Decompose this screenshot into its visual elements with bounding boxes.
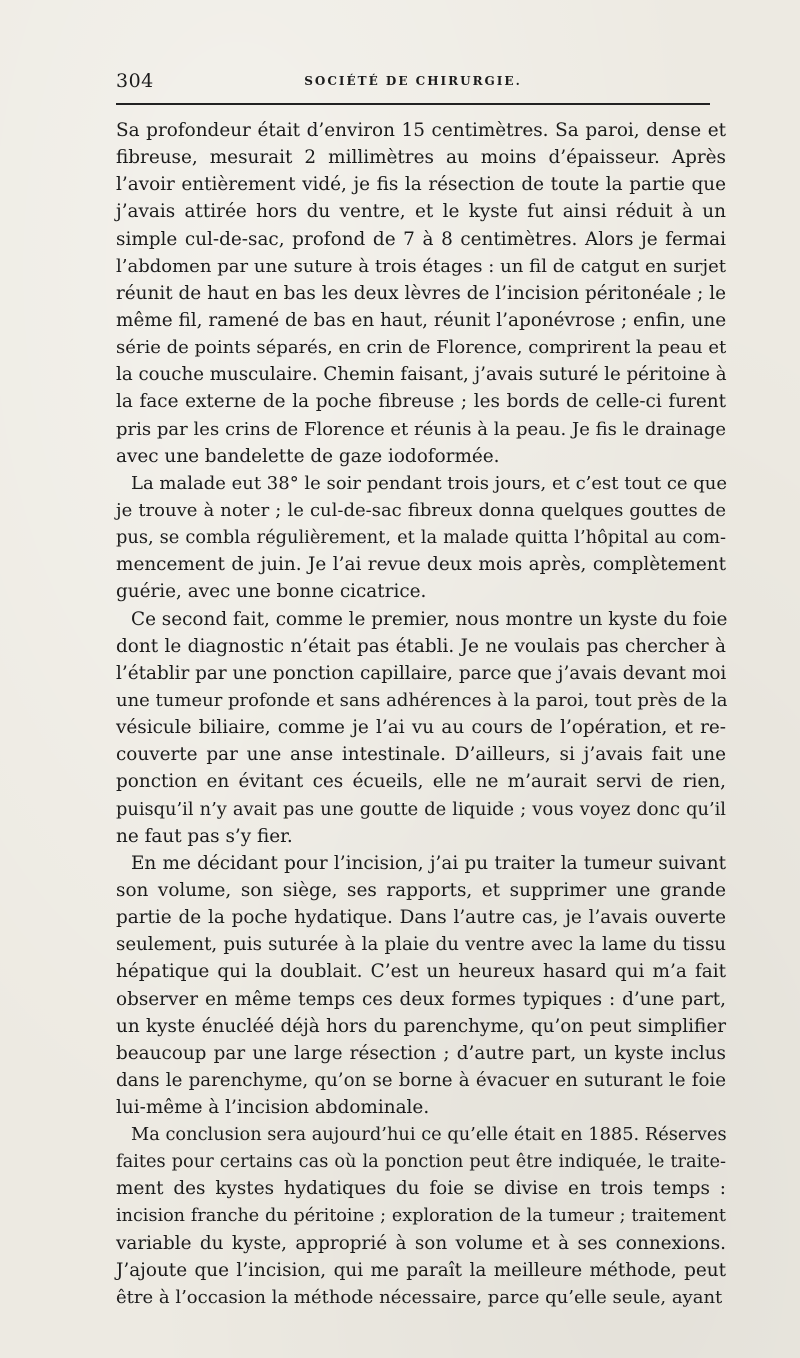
text-line: dans le parenchyme, qu’on se borne à évacuer en suturant le foie (116, 1069, 726, 1091)
body-text (116, 117, 726, 1311)
text-line: une tumeur profonde et sans adhérences à la paroi, tout près de la (116, 689, 728, 711)
text-line: La malade eut 38° le soir pendant trois jours, et c’est tout ce que (131, 472, 728, 494)
text-line: réunit de haut en bas les deux lèvres de l’incision péritonéale ; le (116, 282, 726, 304)
text-line: Ma conclusion sera aujourd’hui ce qu’elle était en 1885. Réserves (131, 1124, 727, 1146)
text-line: l’établir par une ponction capillaire, parce que j’avais devant moi (116, 662, 727, 684)
page-number: 304 (116, 70, 154, 92)
text-line: faites pour certains cas où la ponction peut être indiquée, le traite- (116, 1151, 726, 1173)
text-line: être à l’occasion la méthode nécessaire, parce qu’elle seule, ayant (116, 1287, 723, 1309)
text-line: l’abdomen par une suture à trois étages : un fil de catgut en surjet (116, 255, 726, 277)
text-line: seulement, puis suturée à la plaie du ventre avec la lame du tissu (116, 934, 726, 956)
text-line: lui-même à l’incision abdominale. (116, 1097, 430, 1119)
text-line: pus, se combla régulièrement, et la malade quitta l’hôpital au com- (116, 527, 726, 549)
text-line: incision franche du péritoine ; exploration de la tumeur ; traitement (116, 1205, 726, 1226)
page-header (116, 70, 710, 94)
text-line: guérie, avec une bonne cicatrice. (116, 581, 427, 603)
text-line: simple cul-de-sac, profond de 7 à 8 centimètres. Alors je fermai (116, 228, 726, 250)
text-line: série de points séparés, en crin de Florence, comprirent la peau et (116, 337, 727, 359)
text-line: J’ajoute que l’incision, qui me paraît la meilleure méthode, peut (116, 1259, 726, 1281)
text-line: couverte par une anse intestinale. D’ailleurs, si j’avais fait une (116, 744, 726, 766)
text-line: ment des kystes hydatiques du foie se divise en trois temps : (116, 1178, 726, 1200)
text-line: ponction en évitant ces écueils, elle ne m’aurait servi de rien, (116, 771, 726, 793)
text-line: vésicule biliaire, comme je l’ai vu au cours de l’opération, et re- (116, 717, 726, 739)
text-line: ne faut pas s’y fier. (116, 825, 293, 847)
text-line: partie de la poche hydatique. Dans l’autre cas, je l’avais ouverte (116, 907, 726, 929)
paragraph (116, 117, 726, 470)
text-line: mencement de juin. Je l’ai revue deux mois après, complètement (116, 554, 726, 576)
text-line: puisqu’il n’y avait pas une goutte de liquide ; vous voyez donc qu’il (116, 798, 726, 820)
text-line: pris par les crins de Florence et réunis à la peau. Je fis le drainage (116, 418, 726, 440)
text-line: Sa profondeur était d’environ 15 centimètres. Sa paroi, dense et (116, 120, 726, 141)
text-line: un kyste énucléé déjà hors du parenchyme, qu’on peut simplifier (116, 1015, 726, 1037)
text-line: fibreuse, mesurait 2 millimètres au moins d’épaisseur. Après (116, 147, 726, 169)
text-line: observer en même temps ces deux formes typiques : d’une part, (116, 988, 726, 1010)
text-line: hépatique qui la doublait. C’est un heureux hasard qui m’a fait (116, 961, 726, 983)
text-line: Ce second fait, comme le premier, nous montre un kyste du foie (131, 608, 728, 630)
paragraph (116, 850, 726, 1121)
header-rule (116, 103, 710, 105)
text-line: avec une bandelette de gaze iodoformée. (116, 445, 500, 467)
text-line: dont le diagnostic n’était pas établi. Je ne voulais pas chercher à (116, 635, 726, 657)
text-line: son volume, son siège, ses rapports, et supprimer une grande (116, 879, 726, 901)
text-line: la couche musculaire. Chemin faisant, j’avais suturé le péritoine à (116, 364, 727, 386)
text-line: En me décidant pour l’incision, j’ai pu traiter la tumeur suivant (131, 852, 726, 874)
text-line: la face externe de la poche fibreuse ; les bords de celle-ci furent (116, 391, 726, 413)
text-line: je trouve à noter ; le cul-de-sac fibreux donna quelques gouttes de (116, 499, 726, 521)
text-line: l’avoir entièrement vidé, je fis la résection de toute la partie que (116, 174, 726, 196)
text-line: j’avais attirée hors du ventre, et le kyste fut ainsi réduit à un (116, 201, 726, 223)
text-line: variable du kyste, approprié à son volume et à ses connexions. (116, 1232, 726, 1254)
paragraph (116, 1121, 726, 1311)
paragraph (116, 606, 726, 850)
text-line: même fil, ramené de bas en haut, réunit l’aponévrose ; enfin, une (116, 309, 727, 331)
running-title: SOCIÉTÉ DE CHIRURGIE. (304, 74, 522, 88)
text-line: beaucoup par une large résection ; d’autre part, un kyste inclus (116, 1042, 726, 1064)
paragraph (116, 470, 726, 606)
